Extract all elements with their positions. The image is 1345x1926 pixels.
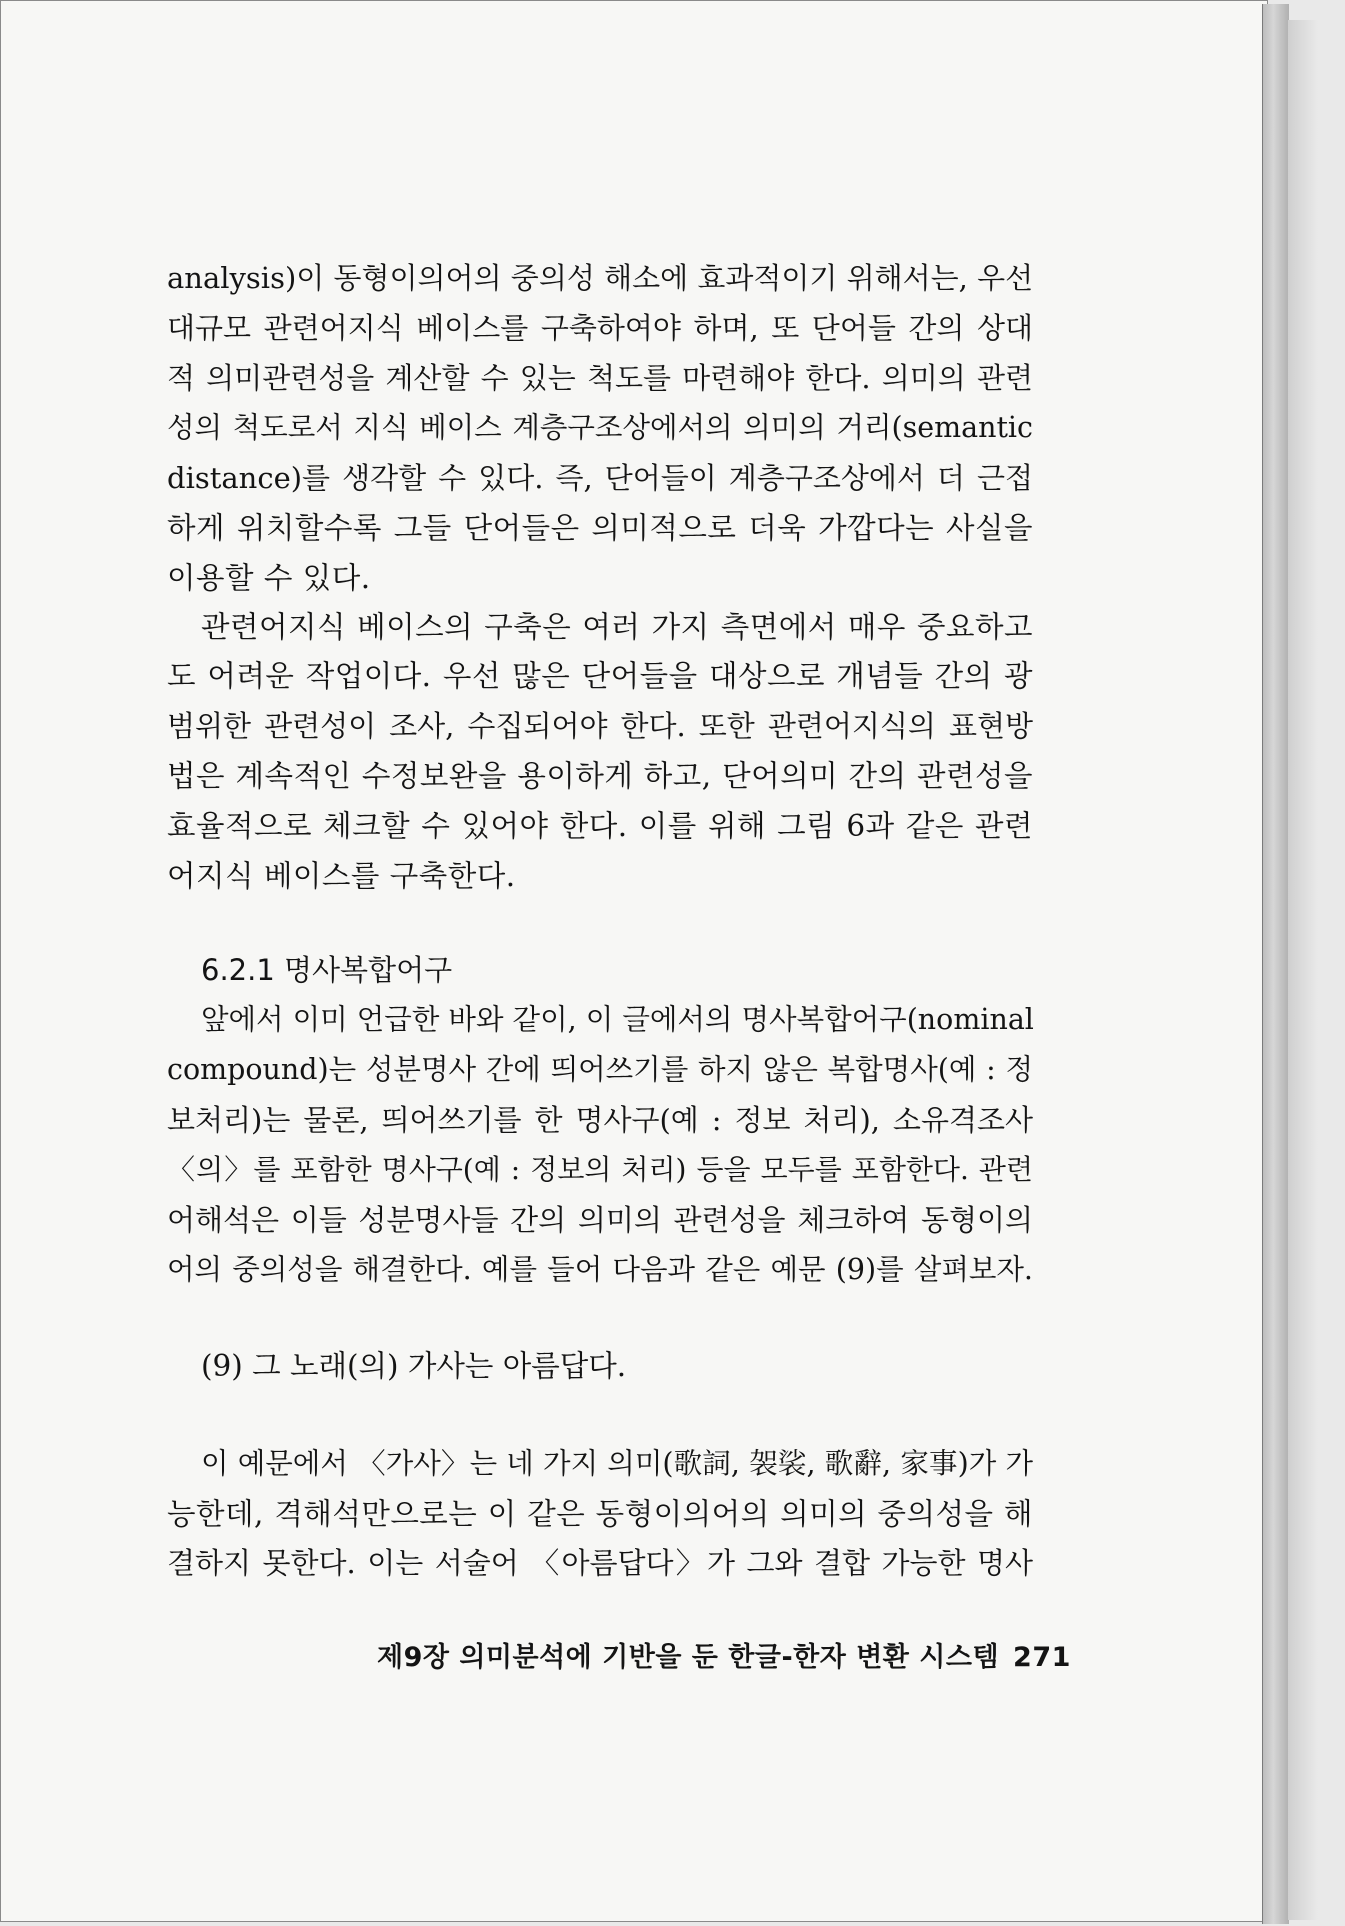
text-line: 이용할 수 있다. [167, 561, 371, 595]
text-line: 보처리)는 물론, 띄어쓰기를 한 명사구(예 : 정보 처리), 소유격조사 [167, 1103, 1033, 1137]
example-sentence: (9) 그 노래(의) 가사는 아름답다. [201, 1349, 627, 1383]
text-line: 범위한 관련성이 조사, 수집되어야 한다. 또한 관련어지식의 표현방 [167, 709, 1033, 743]
section-heading: 6.2.1 명사복합어구 [201, 953, 453, 987]
text-line: compound)는 성분명사 간에 띄어쓰기를 하지 않은 복합명사(예 : 정 [167, 1053, 1033, 1086]
text-line: 어지식 베이스를 구축한다. [167, 859, 516, 893]
running-title: 제9장 의미분석에 기반을 둔 한글-한자 변환 시스템 [377, 1642, 1000, 1673]
text-line: 성의 척도로서 지식 베이스 계층구조상에서의 의미의 거리(semantic [167, 411, 1033, 444]
text-line: 앞에서 이미 언급한 바와 같이, 이 글에서의 명사복합어구(nominal [201, 1003, 1034, 1036]
text-line: 적 의미관련성을 계산할 수 있는 척도를 마련해야 한다. 의미의 관련 [167, 361, 1033, 395]
text-line: analysis)이 동형이의어의 중의성 해소에 효과적이기 위해서는, 우선 [167, 261, 1034, 295]
text-line: distance)를 생각할 수 있다. 즉, 단어들이 계층구조상에서 더 근접 [167, 461, 1033, 495]
text-line: 대규모 관련어지식 베이스를 구축하여야 하며, 또 단어들 간의 상대 [167, 311, 1033, 345]
page-footer [377, 1638, 1071, 1678]
text-line: 결하지 못한다. 이는 서술어 〈아름답다〉가 그와 결합 가능한 명사 [167, 1546, 1033, 1580]
page-edge-curl [1262, 4, 1289, 1924]
text-line: 도 어려운 작업이다. 우선 많은 단어들을 대상으로 개념들 간의 광 [167, 659, 1033, 693]
text-line: 〈의〉를 포함한 명사구(예 : 정보의 처리) 등을 모두를 포함한다. 관련 [167, 1153, 1033, 1186]
text-line: 하게 위치할수록 그들 단어들은 의미적으로 더욱 가깝다는 사실을 [167, 511, 1033, 545]
text-line: 관련어지식 베이스의 구축은 여러 가지 측면에서 매우 중요하고 [201, 610, 1033, 644]
page-edge-shadow [1288, 20, 1318, 1920]
text-line: 효율적으로 체크할 수 있어야 한다. 이를 위해 그림 6과 같은 관련 [167, 809, 1033, 843]
text-line: 어해석은 이들 성분명사들 간의 의미의 관련성을 체크하여 동형이의 [167, 1203, 1033, 1237]
text-line: 어의 중의성을 해결한다. 예를 들어 다음과 같은 예문 (9)를 살펴보자. [167, 1253, 1033, 1286]
text-line: 능한데, 격해석만으로는 이 같은 동형이의어의 의미의 중의성을 해 [167, 1497, 1033, 1531]
text-line: 법은 계속적인 수정보완을 용이하게 하고, 단어의미 간의 관련성을 [167, 759, 1033, 793]
page-number: 271 [1013, 1642, 1071, 1673]
text-line: 이 예문에서 〈가사〉는 네 가지 의미(歌詞, 袈裟, 歌辭, 家事)가 가 [201, 1447, 1033, 1480]
